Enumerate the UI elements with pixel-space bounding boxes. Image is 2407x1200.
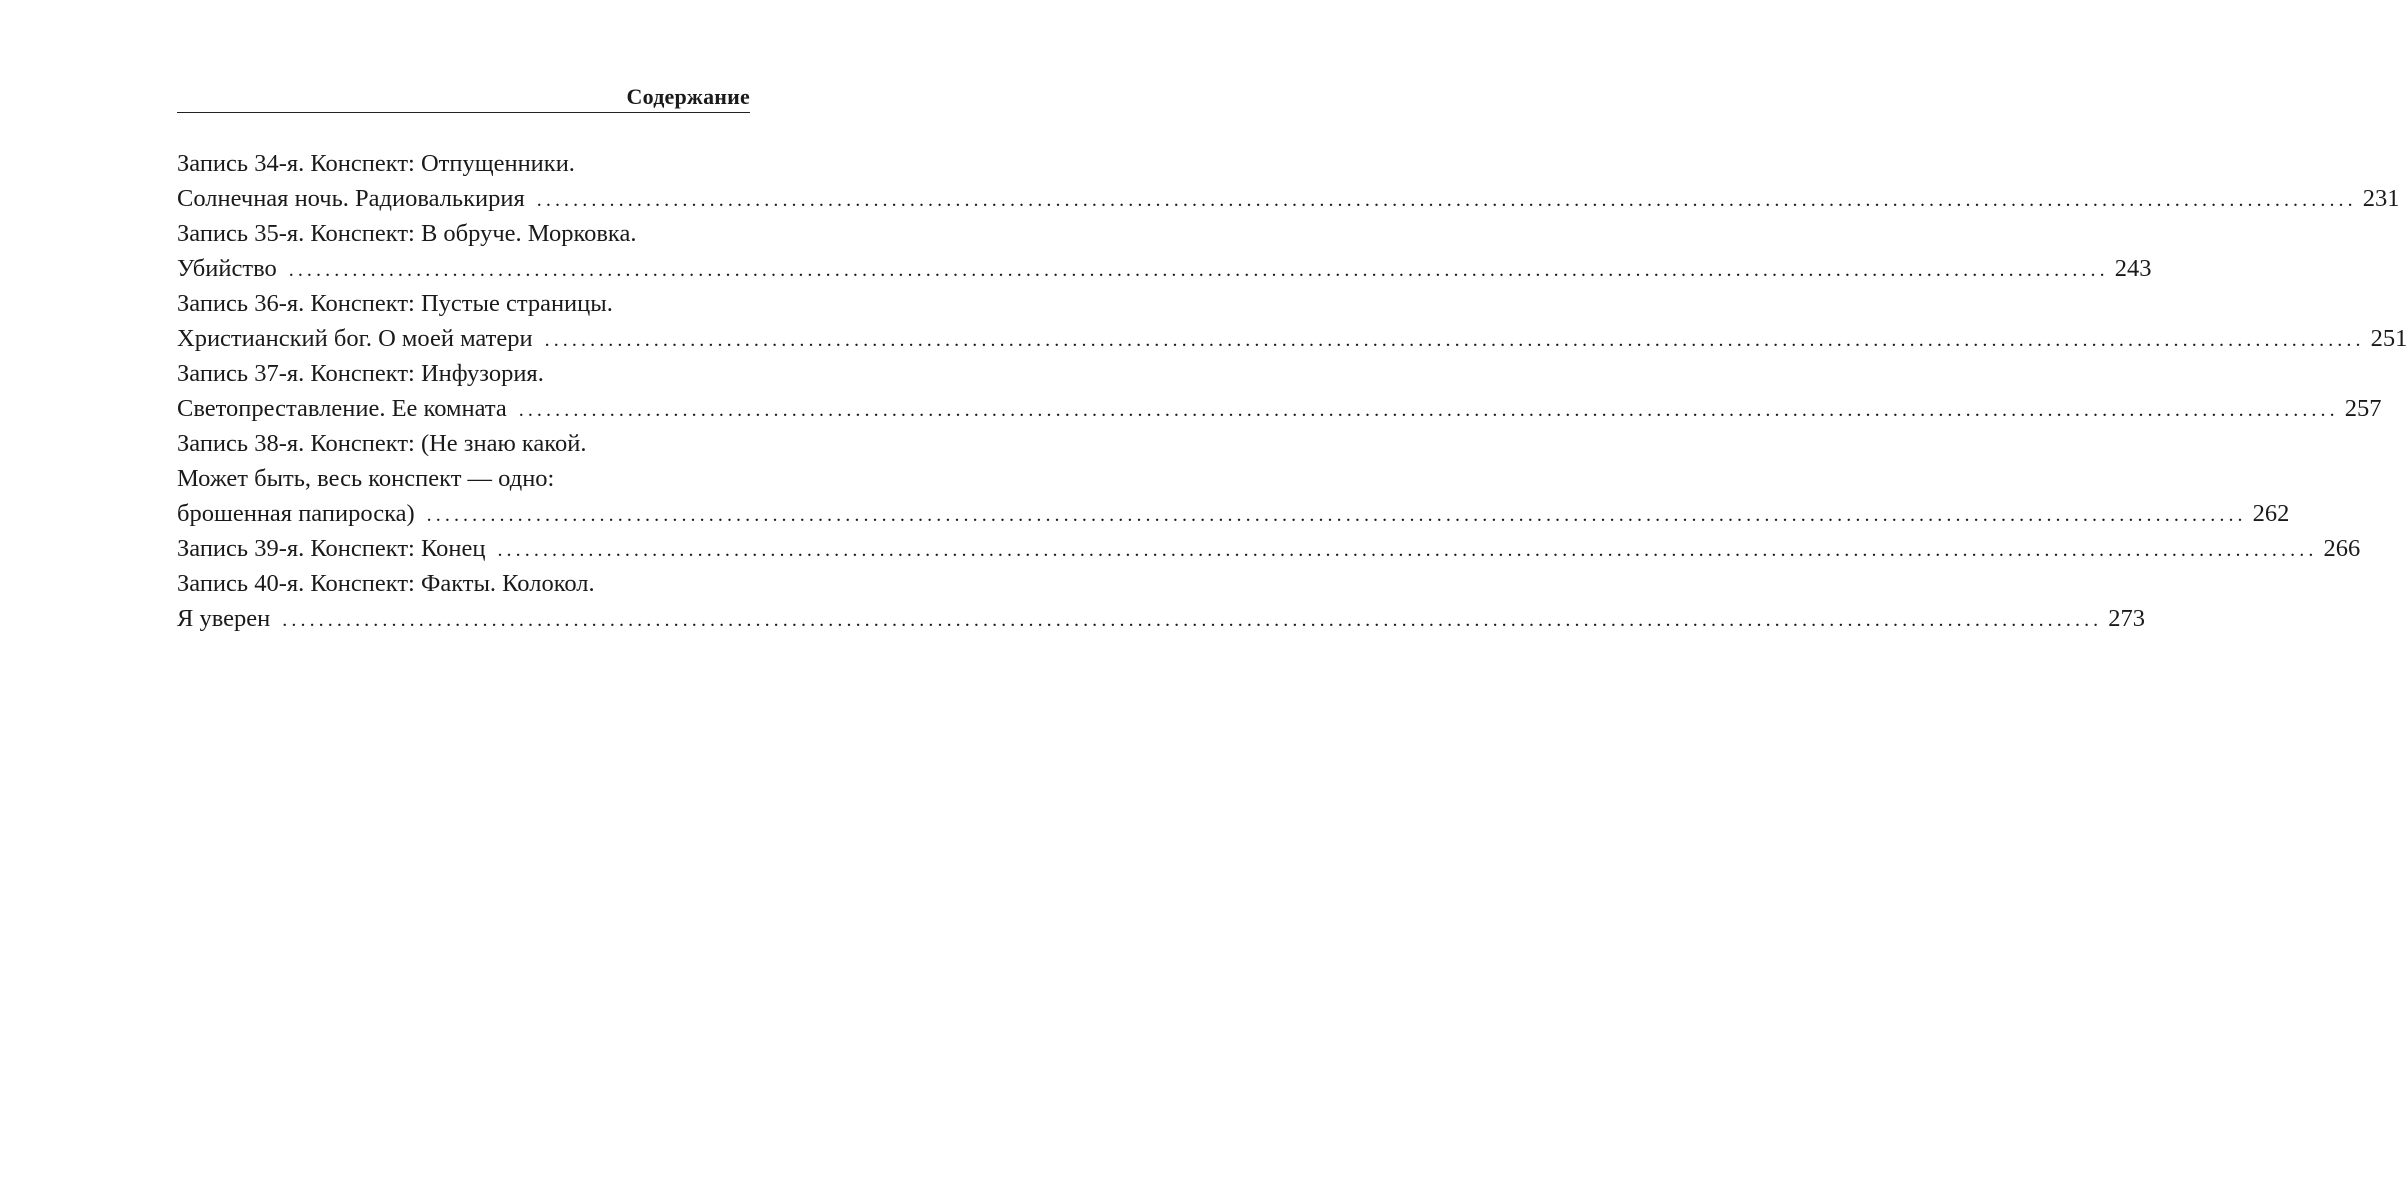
running-head-title: Содержание xyxy=(626,84,750,109)
table-of-contents xyxy=(177,146,2407,636)
toc-entry-line: Запись 37-я. Конспект: Инфузория. xyxy=(177,360,544,387)
toc-entry-last-line xyxy=(177,601,2146,636)
toc-leader-dots: ........................................................................................................................................................................................................ xyxy=(426,504,2247,526)
toc-entry xyxy=(177,531,2361,566)
toc-page-number: 266 xyxy=(2323,535,2361,562)
toc-leader-dots: ........................................................................................................................................................................................................ xyxy=(518,399,2339,421)
toc-leader-dots: ........................................................................................................................................................................................................ xyxy=(288,259,2109,281)
toc-entry-text: Христианский бог. О моей матери xyxy=(177,325,533,352)
toc-entry xyxy=(177,216,2152,286)
toc-leader-dots: ........................................................................................................................................................................................................ xyxy=(282,609,2103,631)
toc-leader-dots: ........................................................................................................................................................................................................ xyxy=(544,329,2365,351)
toc-entry xyxy=(177,426,2290,531)
toc-entry-text: Светопреставление. Ее комната xyxy=(177,395,507,422)
toc-entry-text: Запись 39-я. Конспект: Конец xyxy=(177,535,486,562)
toc-entry-text: Убийство xyxy=(177,255,277,282)
toc-page-number: 251 xyxy=(2370,325,2407,352)
toc-entry-line: Может быть, весь конспект — одно: xyxy=(177,465,555,492)
toc-entry xyxy=(177,286,2407,356)
toc-entry-text: Я уверен xyxy=(177,605,271,632)
toc-entry-line: Запись 40-я. Конспект: Факты. Колокол. xyxy=(177,570,595,597)
toc-entry xyxy=(177,146,2400,216)
toc-entry-text: брошенная папироска) xyxy=(177,500,415,527)
toc-entry-line: Запись 35-я. Конспект: В обруче. Морковка. xyxy=(177,220,637,247)
toc-entry-line: Запись 34-я. Конспект: Отпущенники. xyxy=(177,150,575,177)
book-page xyxy=(177,0,2407,1200)
toc-entry-line: Запись 36-я. Конспект: Пустые страницы. xyxy=(177,290,613,317)
toc-entry-last-line xyxy=(177,496,2290,531)
toc-entry-last-line xyxy=(177,391,2382,426)
toc-entry-last-line xyxy=(177,321,2407,356)
toc-leader-dots: ........................................................................................................................................................................................................ xyxy=(497,539,2318,561)
toc-leader-dots: ........................................................................................................................................................................................................ xyxy=(536,189,2357,211)
toc-entry xyxy=(177,566,2146,636)
toc-entry-line: Запись 38-я. Конспект: (Не знаю какой. xyxy=(177,430,587,457)
toc-page-number: 273 xyxy=(2108,605,2146,632)
toc-page-number: 257 xyxy=(2344,395,2382,422)
toc-entry-last-line xyxy=(177,531,2361,566)
toc-entry xyxy=(177,356,2382,426)
header-rule xyxy=(177,112,750,113)
toc-page-number: 262 xyxy=(2252,500,2290,527)
toc-entry-last-line xyxy=(177,181,2400,216)
toc-page-number: 243 xyxy=(2114,255,2152,282)
toc-entry-last-line xyxy=(177,251,2152,286)
toc-page-number: 231 xyxy=(2362,185,2400,212)
toc-entry-text: Солнечная ночь. Радиовалькирия xyxy=(177,185,525,212)
